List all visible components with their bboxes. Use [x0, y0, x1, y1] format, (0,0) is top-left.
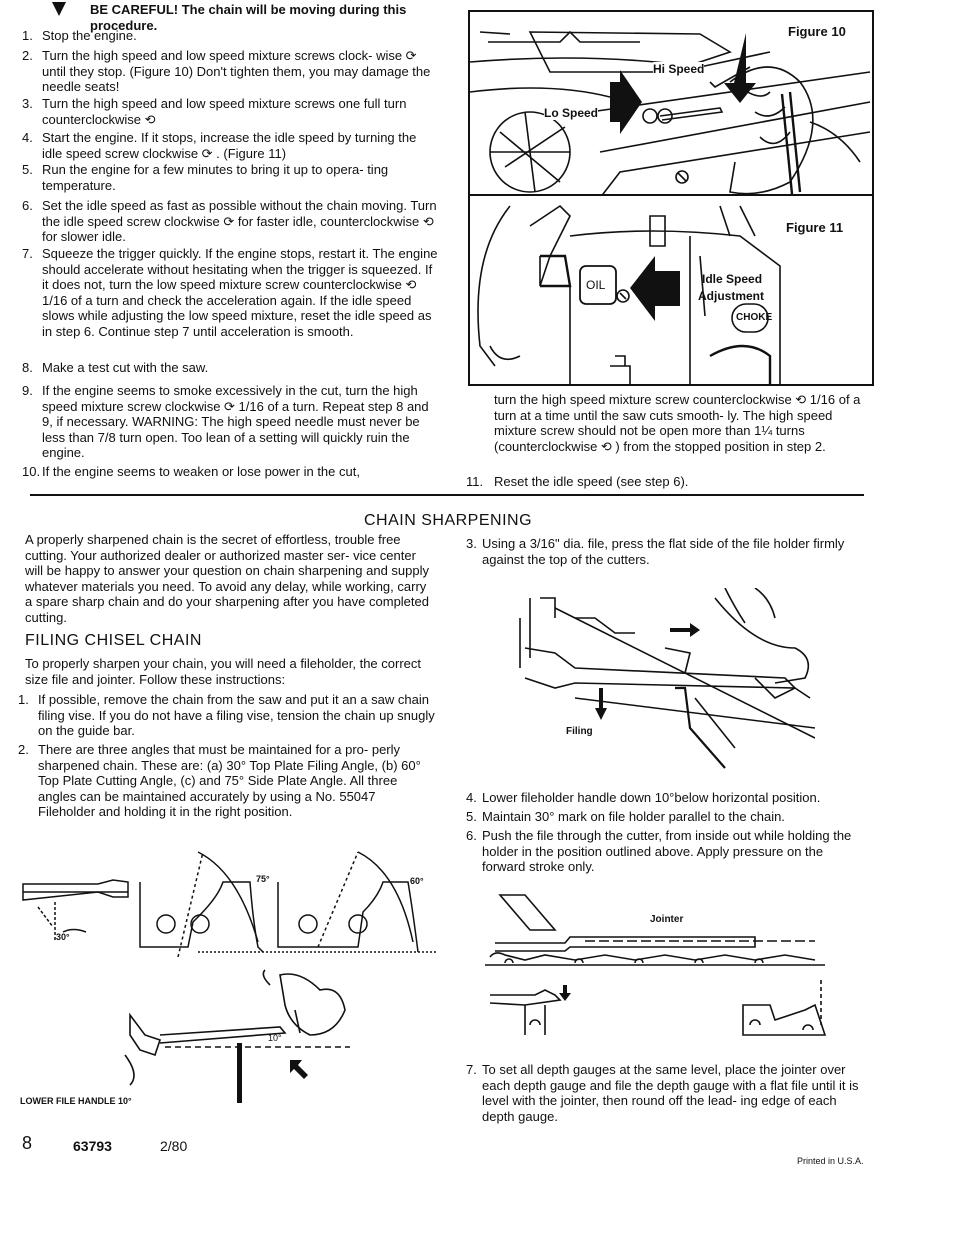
- step-number: 4.: [466, 790, 477, 805]
- step-text: Maintain 30° mark on file holder parallel to the chain.: [482, 809, 785, 824]
- step-text: If the engine seems to smoke excessively in the cut, turn the high speed mixture screw clockwise ⟳ 1/16 of a turn. Repeat step 8 and 9, if necessary. WARNING: The high speed needle must never be less than 7/8 turn open. Too lean of a setting will quickly ruin the engine.: [42, 383, 429, 460]
- part-number: 63793: [73, 1138, 112, 1154]
- filing-chisel-heading: FILING CHISEL CHAIN: [25, 632, 202, 649]
- caution-title: BE CAREFUL! The chain will be moving during this procedure.: [90, 2, 407, 33]
- step-text: If possible, remove the chain from the saw and put it an a saw chain filing vise. If you do not have a filing vise, tension the chain up snugly on the guide bar.: [38, 692, 435, 738]
- lo-speed-label: Lo Speed: [544, 106, 599, 120]
- step-text: If the engine seems to weaken or lose power in the cut,: [42, 464, 360, 479]
- step-text: Squeeze the trigger quickly. If the engine stops, restart it. The engine should accelerate without hesitating when the trigger is squeezed. If it does not, turn the low speed mixture screw counterclockwise ⟲ 1/16 of a turn and check the acceleration again. If the idle speed slows while adjusting the low speed mixture, reset the idle speed as in step 6. Continue step 7 until acceleration is smooth.: [42, 246, 438, 339]
- sharpening-intro: A properly sharpened chain is the secret of effortless, trouble free cutting. Your authorized dealer or authorized master ser- vice center will be happy to answer your question on chain sharpening and supply whatever materials you need. To avoid any delay, while working, carry a spare sharp chain and do your sharpening after you have completed cutting.: [25, 532, 429, 625]
- section-divider: [30, 494, 864, 496]
- lo-speed-arrow: [610, 70, 642, 134]
- hi-speed-label: Hi Speed: [653, 62, 705, 76]
- step-text: Push the file through the cutter, from inside out while holding the holder in the position outlined above. Apply pressure on the forward stroke only.: [482, 828, 852, 874]
- step-number: 6.: [466, 828, 477, 843]
- jointer-label: Jointer: [650, 914, 684, 925]
- revision-date: 2/80: [160, 1138, 188, 1154]
- lower-file-handle-diagram: [120, 965, 380, 1105]
- filing-intro: To properly sharpen your chain, you will need a fileholder, the correct size file and jointer. Follow these instructions:: [25, 656, 421, 687]
- step-text: Turn the high speed and low speed mixture screws clock- wise ⟳ until they stop. (Figure 10) Don't tighten them, you may damage the needle seats!: [42, 48, 431, 94]
- angle-10-label: 10°: [268, 1033, 282, 1043]
- step-number: 1.: [22, 28, 33, 43]
- step-text: Turn the high speed and low speed mixture screws one full turn counterclockwise ⟲: [42, 96, 407, 127]
- step-number: 1.: [18, 692, 29, 707]
- step-text: Using a 3/16" dia. file, press the flat side of the file holder firmly against the top of the cutters.: [482, 536, 845, 567]
- idle-speed-arrow: [630, 256, 680, 321]
- angle-60-label: 60°: [410, 876, 424, 886]
- step-text: Start the engine. If it stops, increase the idle speed by turning the idle speed screw clockwise ⟳ . (Figure 11): [42, 130, 417, 161]
- filing-illustration: [515, 588, 815, 773]
- step-number: 2.: [18, 742, 29, 757]
- step-number: 7.: [22, 246, 33, 261]
- step-number: 3.: [466, 536, 477, 551]
- step-text: Run the engine for a few minutes to bring it up to opera- ting temperature.: [42, 162, 389, 193]
- caution-icon: [52, 2, 66, 16]
- step-number: 7.: [466, 1062, 477, 1077]
- step-number: 4.: [22, 130, 33, 145]
- figure-11: [468, 194, 874, 386]
- carb-continuation-text: turn the high speed mixture screw counterclockwise ⟲ 1/16 of a turn at a time until the saw cuts smooth- ly. The high speed mixture screw should not be open more than 1¼ turns (counterclockwise ⟲ ) from the stopped position in step 2.: [494, 392, 861, 454]
- step-text: Set the idle speed as fast as possible without the chain moving. Turn the idle speed screw clockwise ⟳ for faster idle, counterclockwise ⟲ for slower idle.: [42, 198, 437, 244]
- jointer-illustration: [485, 885, 830, 1045]
- choke-label: CHOKE: [736, 312, 773, 323]
- idle-speed-label: Idle Speed: [702, 272, 763, 286]
- angle-30-label: 30°: [56, 932, 70, 942]
- step-number: 3.: [22, 96, 33, 111]
- step-text: Stop the engine.: [42, 28, 137, 43]
- step-text: There are three angles that must be maintained for a pro- perly sharpened chain. These are: (a) 30° Top Plate Filing Angle, (b) 60° Top Plate Cutting Angle, (c) and 75° Side Plate Angle. All three angles can be maintained accurately by using a No. 55047 Fileholder and holding it in the right position.: [38, 742, 421, 819]
- step-number: 5.: [22, 162, 33, 177]
- angle-75-label: 75°: [256, 874, 270, 884]
- angle-diagram: [18, 842, 448, 962]
- figure-11-label: Figure 11: [786, 220, 844, 235]
- figure-10-illustration: [470, 12, 872, 198]
- step-number: 5.: [466, 809, 477, 824]
- figure-10-label: Figure 10: [788, 24, 846, 39]
- oil-label: OIL: [586, 278, 606, 292]
- step-number: 8.: [22, 360, 33, 375]
- filing-label: Filing: [566, 726, 593, 737]
- step-number: 6.: [22, 198, 33, 213]
- step-text: Make a test cut with the saw.: [42, 360, 209, 375]
- lower-file-handle-label: LOWER FILE HANDLE 10°: [20, 1096, 132, 1106]
- printed-in: Printed in U.S.A.: [797, 1156, 864, 1166]
- chain-sharpening-heading: CHAIN SHARPENING: [364, 512, 533, 529]
- adjustment-label: Adjustment: [698, 289, 764, 303]
- figure-10: [468, 10, 874, 200]
- step-number: 2.: [22, 48, 33, 63]
- step-number: 11.: [466, 474, 484, 489]
- step-text: To set all depth gauges at the same level, place the jointer over each depth gauge and file the depth gauge with a flat file until it is level with the jointer, then round off the lead- ing edge of each depth gauge.: [482, 1062, 859, 1124]
- step-text: Reset the idle speed (see step 6).: [494, 474, 689, 489]
- step-number: 10.: [22, 464, 41, 479]
- step-number: 9.: [22, 383, 33, 398]
- page-number: 8: [22, 1133, 33, 1153]
- step-text: Lower fileholder handle down 10°below horizontal position.: [482, 790, 821, 805]
